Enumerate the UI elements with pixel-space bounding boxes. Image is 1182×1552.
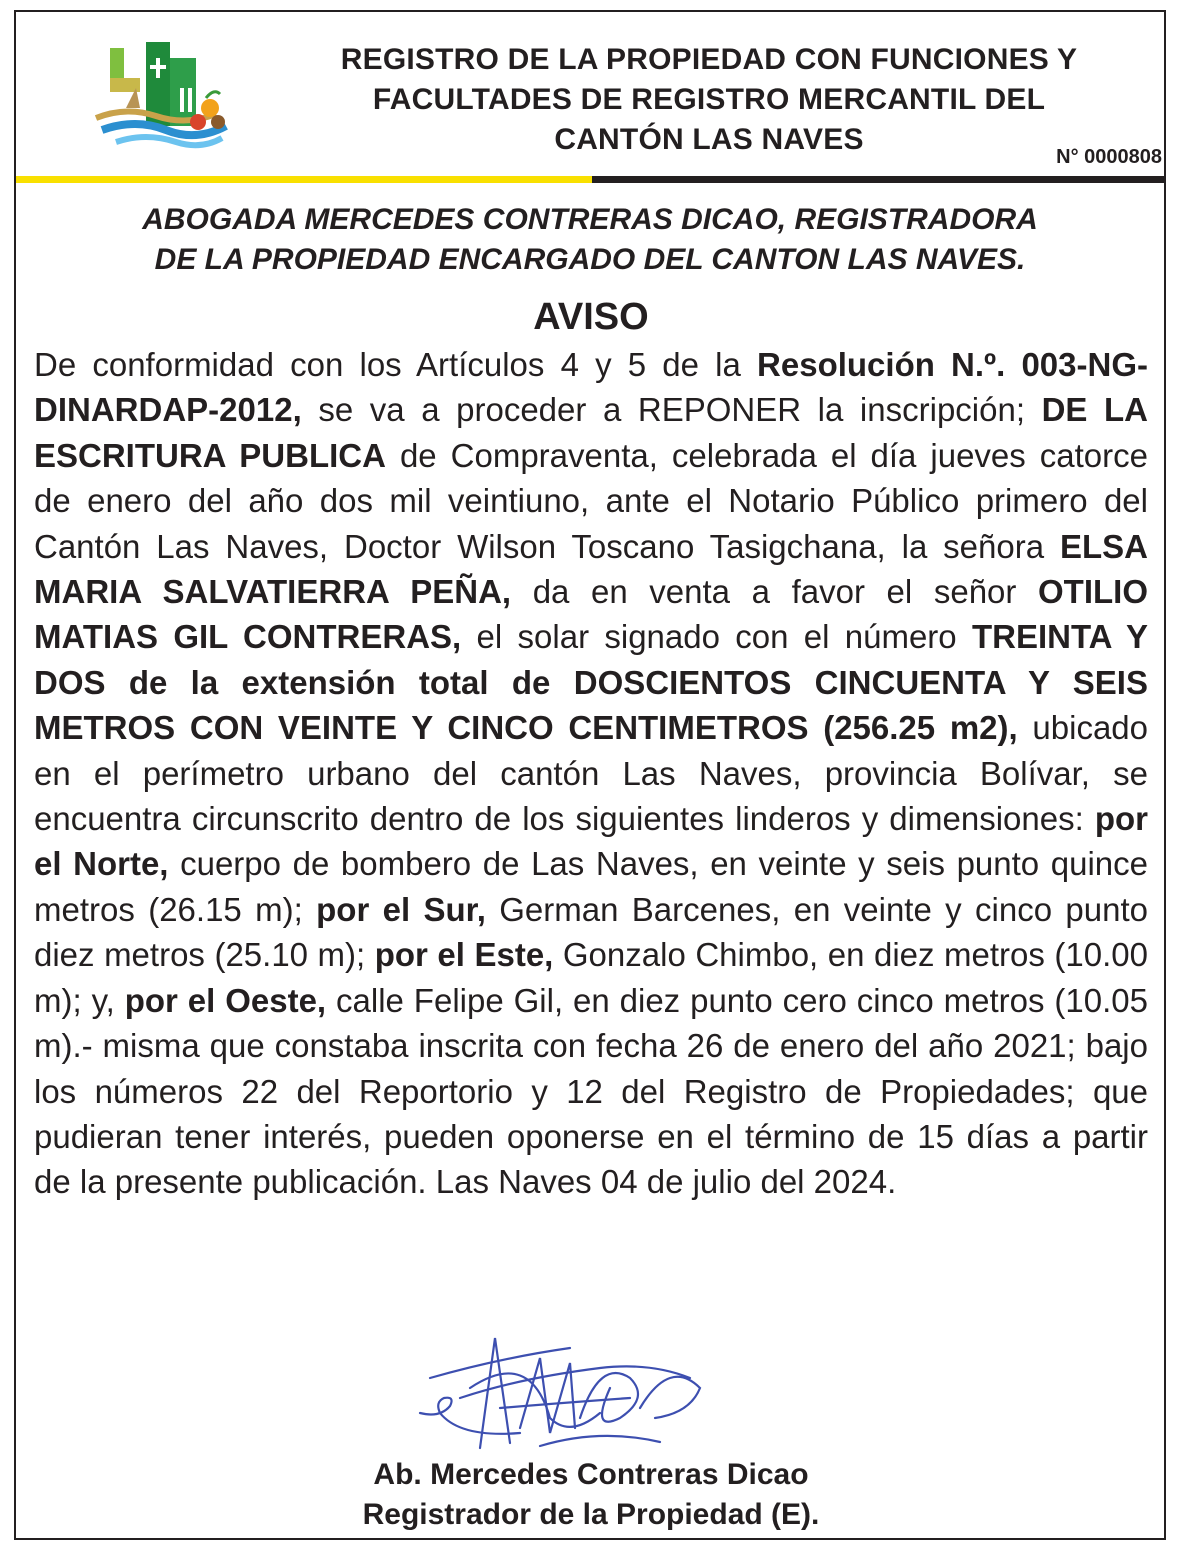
signer-role: Registrador de la Propiedad (E).	[362, 1498, 820, 1531]
registrar-subheading	[40, 200, 1140, 280]
header-divider-band	[16, 176, 1166, 183]
signer-name: Ab. Mercedes Contreras Dicao	[373, 1458, 809, 1491]
handwritten-signature	[400, 1318, 720, 1458]
body-text-run: cuerpo de bombero de Las Naves, en veinte y seis punto quince metros (26.15 m);	[34, 845, 1148, 928]
subheading-line: ABOGADA MERCEDES CONTRERAS DICAO, REGISTRADORA	[142, 203, 1038, 236]
logo-emblem-icon	[86, 18, 238, 170]
body-text-run: Gonzalo Chimbo, en diez metros (10.00 m); y,	[34, 936, 1149, 1019]
body-bold-run: OTILIO MATIAS GIL CONTRERAS,	[34, 573, 1148, 656]
body-bold-run: por el Norte,	[34, 800, 1148, 883]
body-bold-run: Resolución N.º. 003-NG- DINARDAP-2012,	[34, 346, 1148, 429]
body-bold-run: por el Oeste,	[124, 981, 327, 1019]
notice-title: AVISO	[533, 296, 649, 338]
body-text-run: De conformidad con los Artículos 4 y 5 de la	[34, 346, 758, 383]
body-text-run: ubicado en el perímetro urbano del cantón Las Naves, provincia Bolívar, se encuentra circunscrito dentro de los siguientes linderos y dimensiones:	[34, 709, 1149, 838]
divider-black	[592, 176, 1166, 183]
registry-title-line: CANTÓN LAS NAVES	[554, 123, 864, 156]
subheading-line: DE LA PROPIEDAD ENCARGADO DEL CANTON LAS NAVES.	[154, 243, 1026, 276]
document-number: N° 0000808	[1056, 146, 1162, 168]
body-bold-run: por el Sur,	[316, 890, 486, 928]
signer-block	[0, 1455, 1182, 1535]
body-bold-run: por el Este,	[374, 936, 554, 974]
divider-yellow	[16, 176, 592, 183]
registry-title-line: FACULTADES DE REGISTRO MERCANTIL DEL	[372, 83, 1046, 116]
body-text-run: de Compraventa, celebrada el día jueves catorce de enero del año dos mil veintiuno, ante el Notario Público primero del Cantón Las Naves, Doctor Wilson Toscano Tasigchana, la señora	[34, 436, 1148, 565]
notice-body	[34, 342, 1148, 1205]
body-bold-run: TREINTA Y DOS de la extensión total de DOSCIENTOS CINCUENTA Y SEIS METROS CON VEINTE Y CINCO CENTIMETROS (256.25 m2),	[34, 618, 1149, 747]
body-bold-run: ELSA MARIA SALVATIERRA PEÑA,	[34, 527, 1148, 611]
body-bold-run: DE LA ESCRITURA PUBLICA	[34, 391, 1149, 474]
body-text-run: German Barcenes, en veinte y cinco punto diez metros (25.10 m);	[34, 890, 1149, 974]
body-text-run: da en venta a favor el señor	[511, 573, 1038, 611]
registry-title-line: REGISTRO DE LA PROPIEDAD CON FUNCIONES Y	[340, 43, 1078, 76]
body-text-run: el solar signado con el número	[461, 618, 972, 656]
registry-logo	[86, 18, 238, 170]
registry-title	[262, 40, 1156, 160]
body-text-run: calle Felipe Gil, en diez punto cero cinco metros (10.05 m).- misma que constaba inscrita con fecha 26 de enero del año 2021; bajo los números 22 del Reportorio y 12 del Registro de Propiedades; que pudieran tener interés, pueden oponerse en el término de 15 días a partir de la presente publicación. Las Naves 04 de julio del 2024.	[34, 981, 1149, 1201]
body-text-run: se va a proceder a REPONER la inscripción;	[301, 391, 1042, 429]
